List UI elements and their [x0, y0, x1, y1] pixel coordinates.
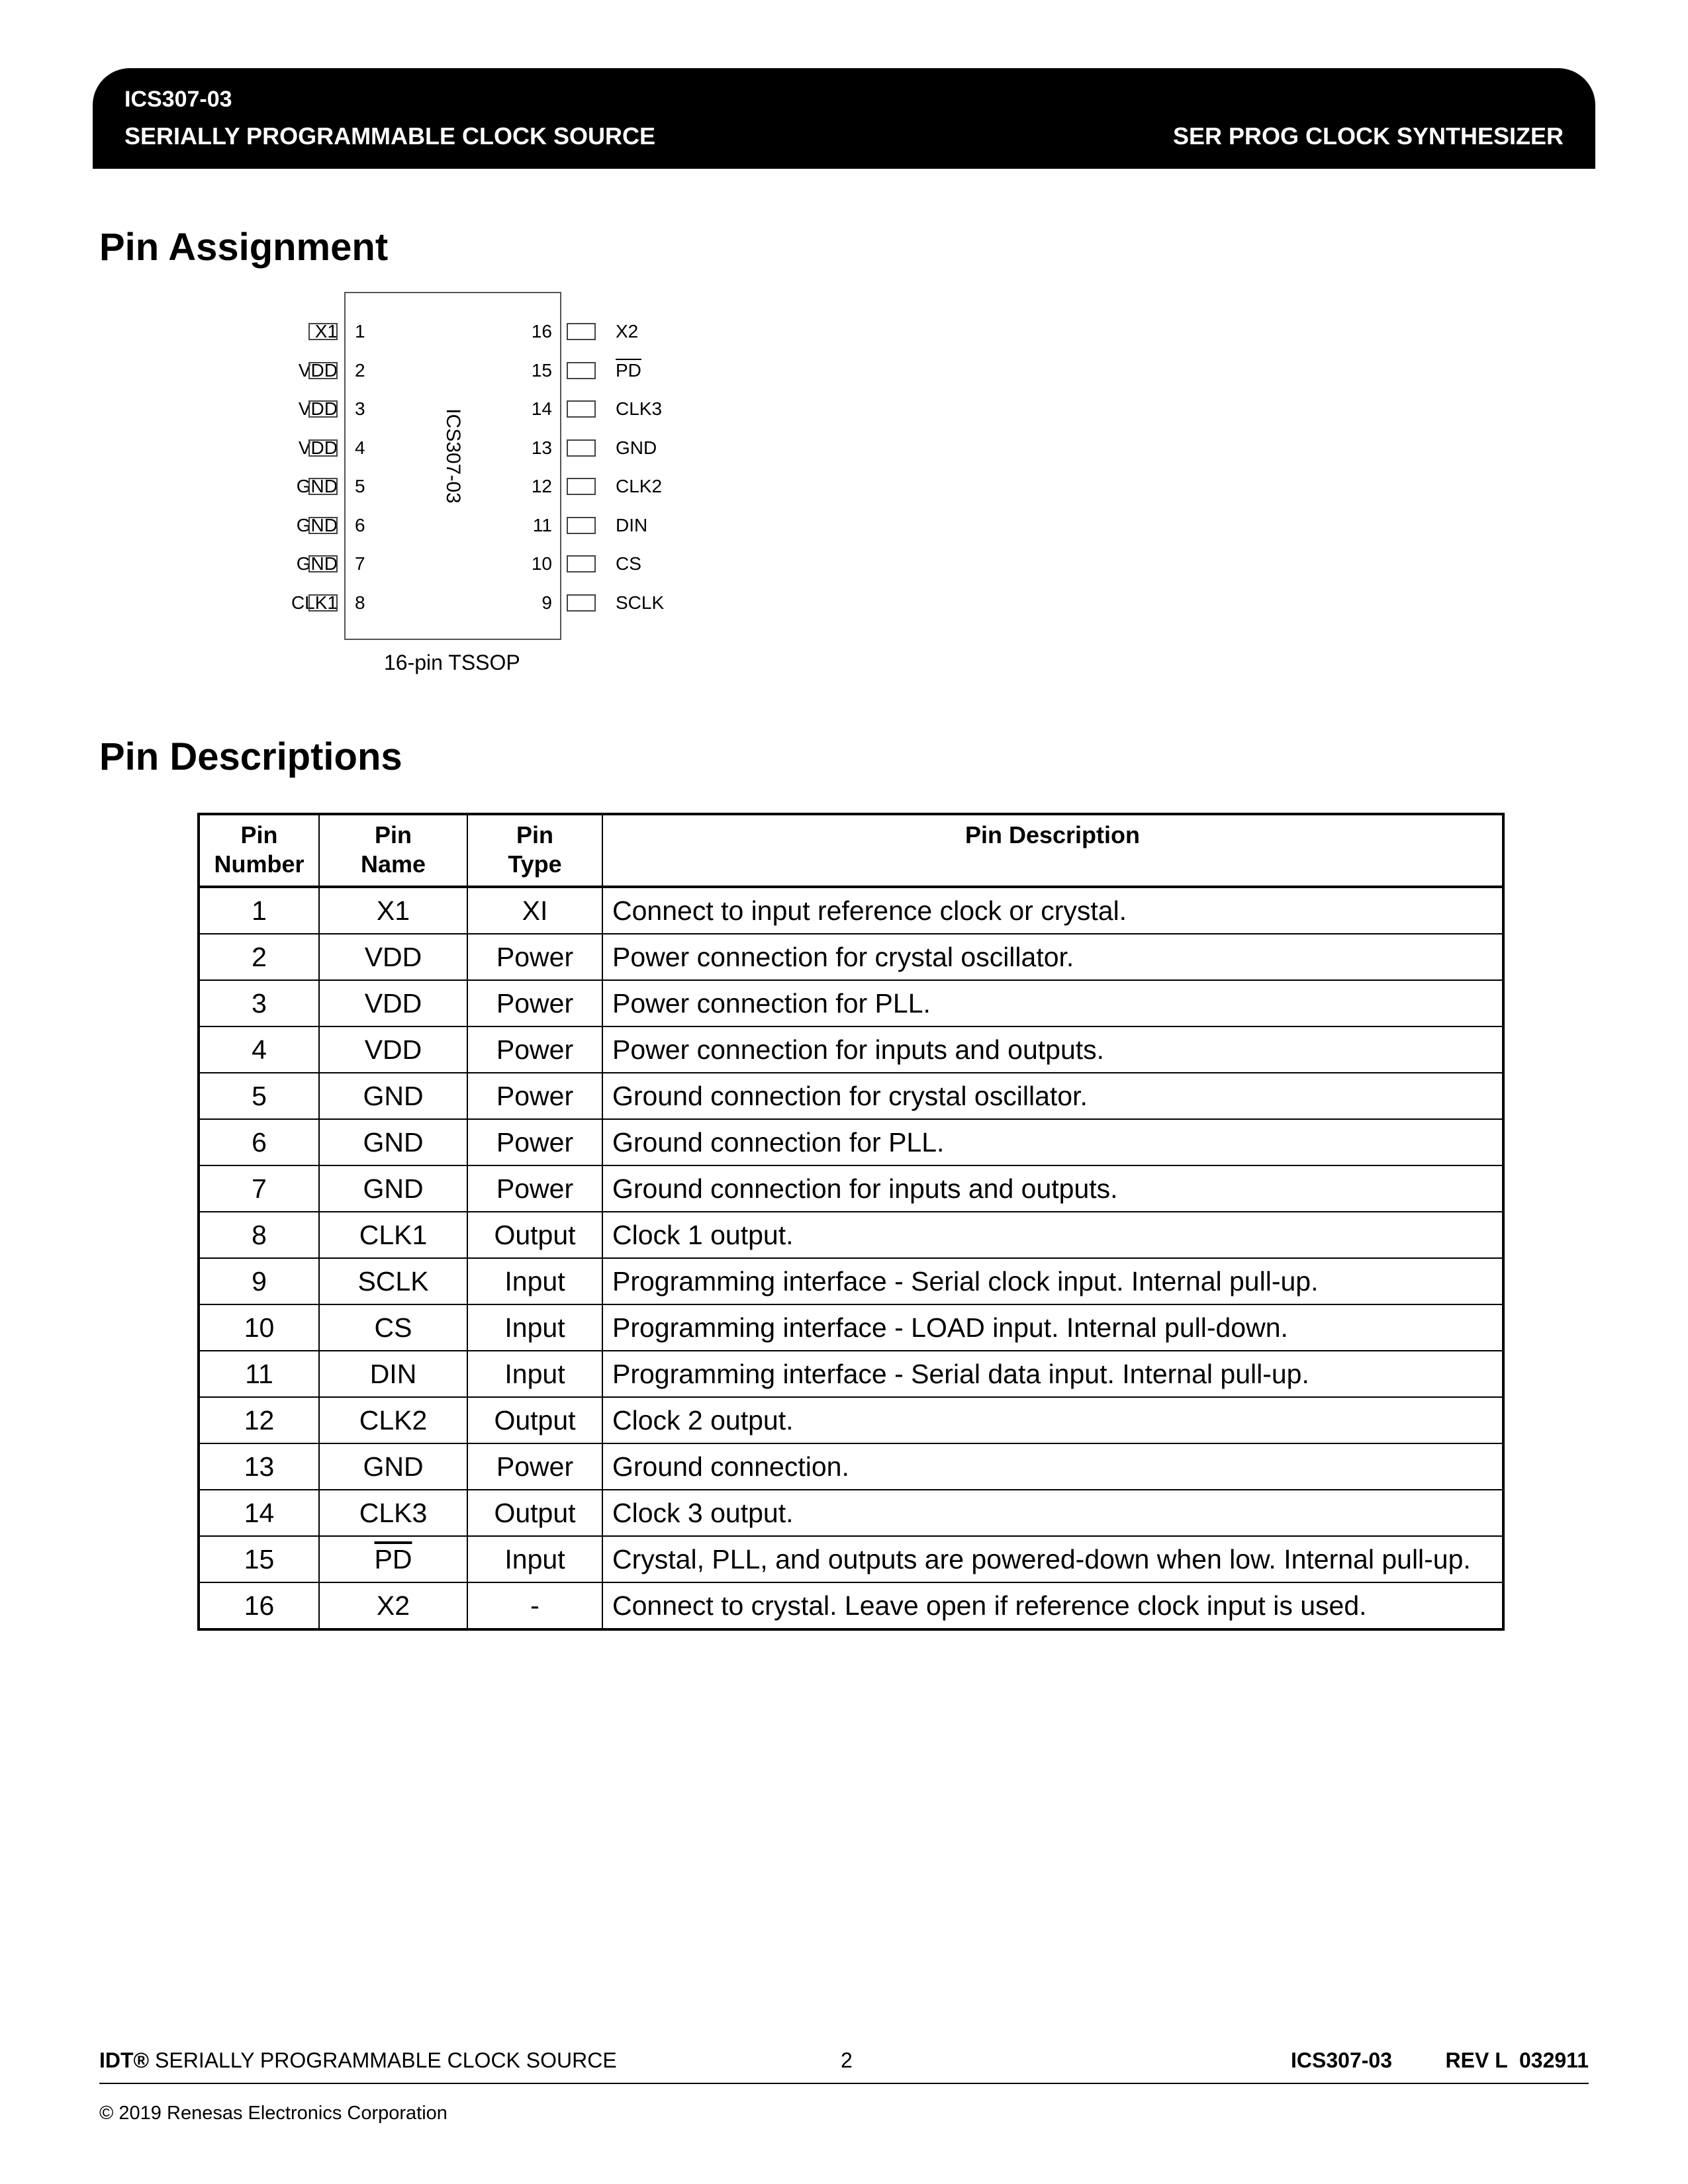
table-header-row — [199, 814, 1503, 887]
pin-name-text: CLK3 — [359, 1498, 428, 1528]
left-pin-box — [308, 323, 338, 340]
pin-name-cell — [319, 1397, 467, 1443]
pin-number-cell: 13 — [199, 1443, 319, 1490]
header-pin-number — [199, 814, 319, 887]
header-pin-description: Pin Description — [602, 814, 1503, 887]
left-pin-number: 4 — [355, 437, 365, 458]
header-pin-type — [467, 814, 602, 887]
pin-row — [218, 551, 748, 577]
pin-description-cell: Power connection for inputs and outputs. — [602, 1026, 1503, 1073]
table-row — [199, 1536, 1503, 1582]
pin-name-text: GND — [363, 1081, 424, 1111]
copyright: © 2019 Renesas Electronics Corporation — [99, 2103, 447, 2124]
pin-number-cell: 7 — [199, 1165, 319, 1212]
pin-number-cell: 14 — [199, 1490, 319, 1536]
right-pin-number: 10 — [531, 553, 552, 574]
pin-name-cell — [319, 1073, 467, 1119]
pin-description-cell: Programming interface - LOAD input. Internal pull-down. — [602, 1304, 1503, 1351]
header-pin-number-line2: Number — [214, 850, 305, 878]
pin-name-cell — [319, 1119, 467, 1165]
pin-name-cell — [319, 1351, 467, 1397]
pin-row — [218, 396, 748, 422]
right-pin-number: 11 — [532, 514, 552, 535]
pin-description-cell: Power connection for PLL. — [602, 980, 1503, 1026]
pin-description-cell: Connect to crystal. Leave open if reference clock input is used. — [602, 1582, 1503, 1629]
right-pin-box — [567, 323, 596, 340]
pin-type-cell: Output — [467, 1490, 602, 1536]
header-pin-type-line1: Pin — [516, 821, 553, 848]
pin-number-cell: 8 — [199, 1212, 319, 1258]
left-pin-box — [308, 555, 338, 572]
pin-number-cell: 9 — [199, 1258, 319, 1304]
pin-row — [218, 473, 748, 500]
left-pin-name: VDD — [298, 359, 338, 381]
pin-name-cell — [319, 1165, 467, 1212]
table-row — [199, 1165, 1503, 1212]
pin-type-cell: Input — [467, 1304, 602, 1351]
right-pin-number: 13 — [531, 437, 552, 458]
right-pin-box — [567, 400, 596, 418]
pin-descriptions-title: Pin Descriptions — [99, 735, 402, 778]
pin-name-cell — [319, 1443, 467, 1490]
pin-description-cell: Clock 2 output. — [602, 1397, 1503, 1443]
pin-name-text: DIN — [369, 1359, 417, 1389]
left-pin-box — [308, 594, 338, 612]
right-pin-name: DIN — [616, 514, 648, 535]
right-pin-name: GND — [616, 437, 657, 458]
pin-name-cell — [319, 1490, 467, 1536]
pin-type-cell: Input — [467, 1351, 602, 1397]
pin-name-cell — [319, 1258, 467, 1304]
pin-description-cell: Power connection for crystal oscillator. — [602, 934, 1503, 980]
pin-name-cell — [319, 1582, 467, 1629]
table-row — [199, 1304, 1503, 1351]
pin-type-cell: Power — [467, 1073, 602, 1119]
pin-description-cell: Ground connection for crystal oscillator. — [602, 1073, 1503, 1119]
pin-name-cell — [319, 980, 467, 1026]
right-pin-name: X2 — [616, 321, 639, 341]
pin-description-cell: Ground connection for PLL. — [602, 1119, 1503, 1165]
footer-revision: REV L 032911 — [1445, 2048, 1589, 2072]
right-pin-number: 14 — [531, 398, 552, 419]
table-row — [199, 1582, 1503, 1629]
package-label: 16-pin TSSOP — [384, 651, 520, 674]
right-pin-box — [567, 478, 596, 495]
table-row — [199, 1490, 1503, 1536]
left-pin-box — [308, 517, 338, 534]
footer-page-number: 2 — [841, 2048, 853, 2072]
pin-row — [218, 590, 748, 616]
header-pin-type-line2: Type — [508, 850, 562, 878]
left-pin-number: 5 — [355, 476, 365, 496]
pin-name-cell — [319, 1212, 467, 1258]
pin-type-cell: XI — [467, 887, 602, 934]
right-pin-number: 16 — [531, 321, 552, 341]
right-pin-name: $\overline{PD}$ — [616, 359, 641, 381]
pin-description-cell: Programming interface - Serial clock input. Internal pull-up. — [602, 1258, 1503, 1304]
pin-number-cell: 1 — [199, 887, 319, 934]
pin-number-cell: 3 — [199, 980, 319, 1026]
pin-description-cell: Clock 1 output. — [602, 1212, 1503, 1258]
header-pin-name-line1: Pin — [374, 821, 412, 848]
table-row — [199, 980, 1503, 1026]
pin-description-cell: Clock 3 output. — [602, 1490, 1503, 1536]
header-pin-name — [319, 814, 467, 887]
pin-name-text: SCLK — [357, 1266, 429, 1297]
right-pin-box — [567, 517, 596, 534]
left-pin-number: 3 — [355, 398, 365, 419]
pin-row — [218, 357, 748, 384]
pin-row — [218, 435, 748, 461]
footer-brand: IDT® — [99, 2048, 150, 2072]
left-pin-number: 6 — [355, 514, 365, 535]
right-pin-number: 9 — [541, 592, 552, 613]
pin-type-cell: - — [467, 1582, 602, 1629]
pin-name-text: GND — [363, 1173, 424, 1204]
pin-name-text: $\overline{PD}$ — [374, 1544, 412, 1574]
table-row — [199, 1351, 1503, 1397]
pin-name-text: CLK2 — [359, 1405, 428, 1435]
pin-number-cell: 16 — [199, 1582, 319, 1629]
left-pin-name: GND — [296, 514, 338, 535]
pin-name-text: GND — [363, 1451, 424, 1482]
pin-name-cell — [319, 1304, 467, 1351]
pin-name-text: X1 — [376, 895, 410, 926]
pin-number-cell: 11 — [199, 1351, 319, 1397]
pin-diagram — [218, 288, 748, 685]
left-pin-number: 2 — [355, 359, 365, 381]
right-pin-name: CS — [616, 553, 641, 574]
pin-description-cell: Connect to input reference clock or crystal. — [602, 887, 1503, 934]
pin-number-cell: 2 — [199, 934, 319, 980]
pin-type-cell: Power — [467, 1165, 602, 1212]
pin-number-cell: 4 — [199, 1026, 319, 1073]
table-row — [199, 887, 1503, 934]
table-row — [199, 1443, 1503, 1490]
pin-description-table — [197, 813, 1505, 1631]
pin-number-cell: 5 — [199, 1073, 319, 1119]
right-pin-name: SCLK — [616, 592, 665, 613]
pin-row — [218, 512, 748, 539]
left-pin-name: X1 — [314, 321, 338, 341]
right-pin-number: 12 — [531, 476, 552, 496]
right-pin-box — [567, 594, 596, 612]
header-banner — [93, 68, 1595, 169]
left-pin-name: VDD — [298, 437, 338, 458]
right-pin-box — [567, 439, 596, 457]
left-pin-name: GND — [296, 476, 338, 496]
pin-name-cell — [319, 934, 467, 980]
pin-type-cell: Output — [467, 1397, 602, 1443]
table-row — [199, 1026, 1503, 1073]
left-pin-box — [308, 400, 338, 418]
right-pin-number: 15 — [531, 359, 552, 381]
left-pin-name: VDD — [298, 398, 338, 419]
pin-number-cell: 12 — [199, 1397, 319, 1443]
right-pin-box — [567, 362, 596, 379]
pin-description-cell: Ground connection for inputs and outputs. — [602, 1165, 1503, 1212]
pin-number-cell: 6 — [199, 1119, 319, 1165]
pin-type-cell: Power — [467, 1026, 602, 1073]
pin-description-cell: Crystal, PLL, and outputs are powered-down when low. Internal pull-up. — [602, 1536, 1503, 1582]
table-row — [199, 1258, 1503, 1304]
header-right-title: SER PROG CLOCK SYNTHESIZER — [1172, 122, 1564, 150]
table-row — [199, 1119, 1503, 1165]
pin-name-text: VDD — [364, 942, 422, 972]
left-pin-name: GND — [296, 553, 338, 574]
pin-description-cell: Programming interface - Serial data input. Internal pull-up. — [602, 1351, 1503, 1397]
footer-divider — [99, 2083, 1589, 2084]
right-pin-name: CLK3 — [616, 398, 663, 419]
pin-name-text: CLK1 — [359, 1220, 428, 1250]
left-pin-number: 8 — [355, 592, 365, 613]
pin-type-cell: Output — [467, 1212, 602, 1258]
pin-name-cell — [319, 1026, 467, 1073]
pin-type-cell: Power — [467, 1119, 602, 1165]
left-pin-box — [308, 478, 338, 495]
table-row — [199, 1212, 1503, 1258]
table-row — [199, 934, 1503, 980]
pin-type-cell: Power — [467, 934, 602, 980]
left-pin-number: 1 — [355, 321, 365, 341]
right-pin-box — [567, 555, 596, 572]
pin-name-text: X2 — [376, 1590, 410, 1621]
footer-part-code: ICS307-03 — [1291, 2048, 1392, 2072]
footer-doc-title — [99, 2048, 617, 2073]
header-pin-number-line1: Pin — [240, 821, 278, 848]
header-left-title: SERIALLY PROGRAMMABLE CLOCK SOURCE — [124, 122, 656, 150]
header-pin-name-line2: Name — [360, 850, 426, 878]
left-pin-name: CLK1 — [291, 592, 338, 613]
pin-name-text: CS — [374, 1312, 412, 1343]
pin-name-cell — [319, 887, 467, 934]
header-part-code: ICS307-03 — [124, 87, 232, 112]
right-pin-name: CLK2 — [616, 476, 663, 496]
footer-title-text: SERIALLY PROGRAMMABLE CLOCK SOURCE — [155, 2048, 617, 2072]
pin-name-text: VDD — [364, 988, 422, 1019]
pin-number-cell: 15 — [199, 1536, 319, 1582]
pin-assignment-title: Pin Assignment — [99, 226, 389, 269]
pin-name-text: GND — [363, 1127, 424, 1158]
pin-type-cell: Input — [467, 1536, 602, 1582]
left-pin-number: 7 — [355, 553, 365, 574]
table-row — [199, 1397, 1503, 1443]
table-row — [199, 1073, 1503, 1119]
left-pin-box — [308, 439, 338, 457]
pin-number-cell: 10 — [199, 1304, 319, 1351]
chip-label: ICS307-03 — [442, 408, 464, 504]
pin-name-text: VDD — [364, 1034, 422, 1065]
pin-row — [218, 318, 748, 345]
pin-name-cell — [319, 1536, 467, 1582]
pin-type-cell: Power — [467, 1443, 602, 1490]
pin-type-cell: Power — [467, 980, 602, 1026]
left-pin-box — [308, 362, 338, 379]
pin-description-cell: Ground connection. — [602, 1443, 1503, 1490]
pin-type-cell: Input — [467, 1258, 602, 1304]
